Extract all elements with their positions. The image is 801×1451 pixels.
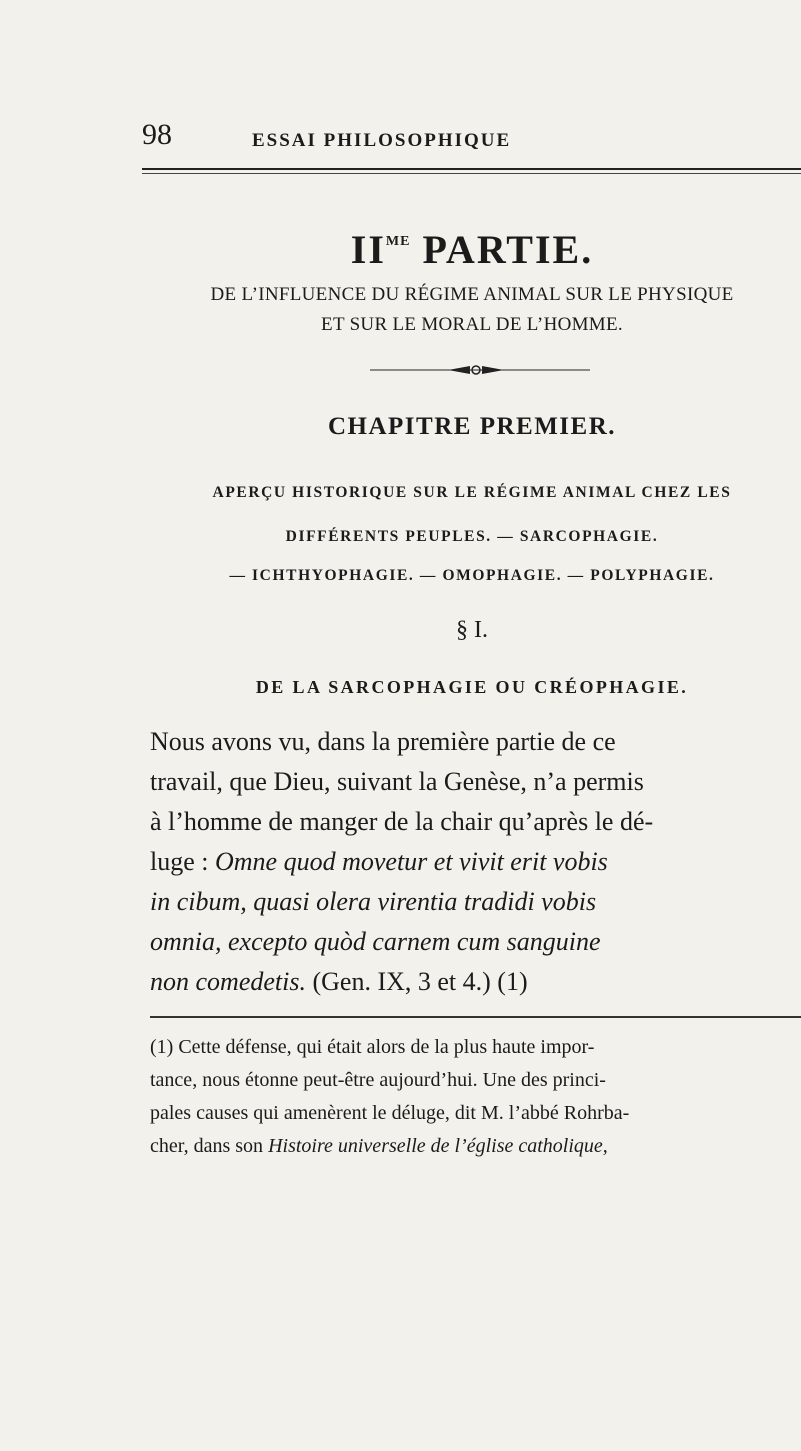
section-number: § I. xyxy=(456,617,488,643)
part-subtitle-line-1: DE L’INFLUENCE DU RÉGIME ANIMAL SUR LE PHYSIQUE xyxy=(210,284,734,305)
footnote-line: pales causes qui amenèrent le déluge, dit M. l’abbé Rohrba- xyxy=(150,1102,630,1124)
footnote-line: (1) Cette défense, qui était alors de la plus haute impor- xyxy=(150,1036,595,1058)
body-line: Nous avons vu, dans la première partie de ce xyxy=(150,727,616,756)
chapter-title: CHAPITRE PREMIER. xyxy=(327,413,616,440)
header-rule-thin xyxy=(142,173,801,174)
footnote-line: tance, nous étonne peut-être aujourd’hui. Une des princi- xyxy=(150,1069,606,1091)
citation: (Gen. IX, 3 et 4.) (1) xyxy=(305,967,528,996)
section-title: DE LA SARCOPHAGIE OU CRÉOPHAGIE. xyxy=(255,677,689,697)
part-numeral: II xyxy=(350,227,386,272)
body-text: luge : xyxy=(150,847,215,876)
page-number: 98 xyxy=(142,118,172,151)
latin-quote: Omne quod movetur et vivit erit vobis xyxy=(215,847,608,876)
ornament-divider xyxy=(370,363,590,377)
page-header xyxy=(142,118,801,158)
chapter-summary-line-3: — ICHTHYOPHAGIE. — OMOPHAGIE. — POLYPHAGIE. xyxy=(229,567,715,584)
running-head: ESSAI PHILOSOPHIQUE xyxy=(252,130,512,151)
latin-quote: in cibum, quasi olera virentia tradidi vobis xyxy=(150,887,597,916)
book-title: Histoire universelle de l’église catholique, xyxy=(268,1135,608,1157)
part-word: PARTIE. xyxy=(422,227,594,272)
part-subtitle-line-2: ET SUR LE MORAL DE L’HOMME. xyxy=(321,314,623,335)
body-line xyxy=(150,842,608,882)
body-line: à l’homme de manger de la chair qu’après le dé- xyxy=(150,807,654,836)
part-numeral-suffix: ME xyxy=(385,234,411,249)
latin-quote: omnia, excepto quòd carnem cum sanguine xyxy=(150,927,601,956)
chapter-summary-line-2: DIFFÉRENTS PEUPLES. — SARCOPHAGIE. xyxy=(285,528,659,545)
footnote-rule xyxy=(150,1016,801,1018)
body-line xyxy=(150,962,528,1002)
footnote-text: cher, dans son xyxy=(150,1135,269,1157)
part-title xyxy=(142,226,801,273)
chapter-summary-line-1: APERÇU HISTORIQUE SUR LE RÉGIME ANIMAL CHEZ LES xyxy=(212,484,732,501)
header-rule xyxy=(142,168,801,170)
body-line: travail, que Dieu, suivant la Genèse, n’a permis xyxy=(150,767,644,796)
latin-quote: non comedetis. xyxy=(150,967,306,996)
footnote-line xyxy=(150,1130,608,1163)
